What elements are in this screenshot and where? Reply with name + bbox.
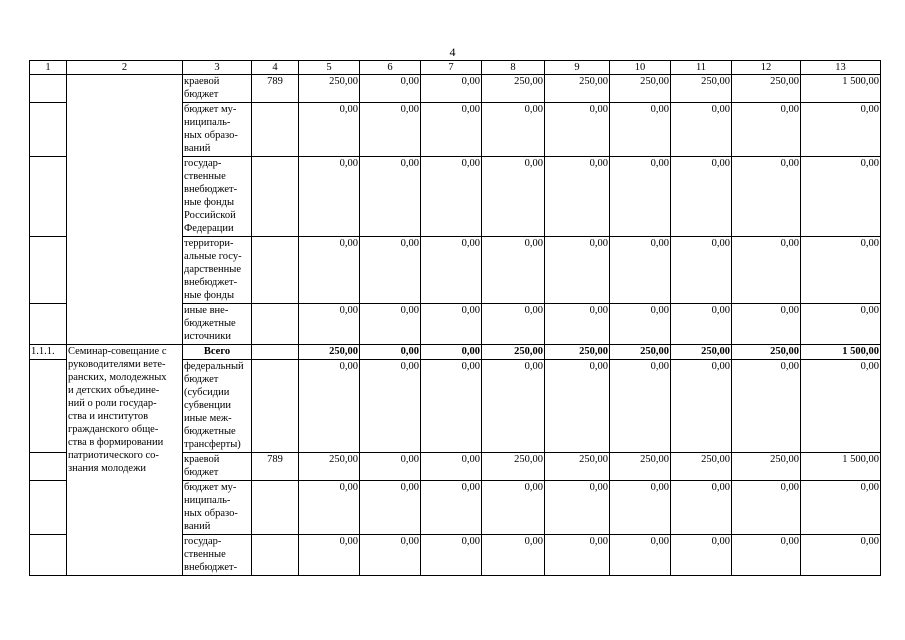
- amount-cell-col-12: 0,00: [732, 157, 801, 237]
- header-cell-7: 7: [421, 61, 482, 75]
- event-name-line: и детских объедине-: [68, 385, 160, 396]
- amount-cell-col-6: 0,00: [360, 535, 421, 576]
- amount-cell-col-9: 0,00: [545, 481, 610, 535]
- table-row: [30, 345, 881, 360]
- amount-cell-col-10: 250,00: [610, 345, 671, 360]
- item-code-cell: [30, 157, 67, 237]
- funding-source-line: ственные: [184, 549, 226, 560]
- funding-source-line: Федерации: [184, 223, 234, 234]
- amount-cell-col-11: 0,00: [671, 535, 732, 576]
- event-name-line: гражданского обще-: [68, 424, 159, 435]
- item-code-cell: [30, 304, 67, 345]
- amount-cell-col-5: 0,00: [299, 157, 360, 237]
- amount-cell-col-13: 0,00: [801, 157, 881, 237]
- header-cell-3: 3: [183, 61, 252, 75]
- grbs-code-cell: [252, 535, 299, 576]
- event-name-line: ства в формировании: [68, 437, 164, 448]
- item-code-cell: [30, 360, 67, 453]
- funding-source-line: субвенции: [184, 400, 232, 411]
- amount-cell-col-10: 0,00: [610, 481, 671, 535]
- amount-cell-col-13: 1 500,00: [801, 345, 881, 360]
- amount-cell-col-9: 0,00: [545, 535, 610, 576]
- amount-cell-col-6: 0,00: [360, 304, 421, 345]
- amount-cell-col-8: 250,00: [482, 75, 545, 103]
- amount-cell-col-12: 0,00: [732, 481, 801, 535]
- amount-cell-col-8: 0,00: [482, 237, 545, 304]
- header-cell-10: 10: [610, 61, 671, 75]
- header-cell-12: 12: [732, 61, 801, 75]
- amount-cell-col-11: 0,00: [671, 237, 732, 304]
- funding-source-line: государ-: [184, 158, 222, 169]
- funding-source-cell: [183, 345, 252, 360]
- item-code-cell: [30, 535, 67, 576]
- amount-cell-col-12: 250,00: [732, 75, 801, 103]
- grbs-code-cell: [252, 237, 299, 304]
- header-row: [30, 61, 881, 75]
- amount-cell-col-9: 0,00: [545, 237, 610, 304]
- amount-cell-col-8: 0,00: [482, 304, 545, 345]
- amount-cell-col-11: 0,00: [671, 481, 732, 535]
- amount-cell-col-8: 0,00: [482, 157, 545, 237]
- funding-source-line: иные вне-: [184, 305, 229, 316]
- amount-cell-col-11: 0,00: [671, 360, 732, 453]
- funding-source-cell: [183, 237, 252, 304]
- funding-source-cell: [183, 535, 252, 576]
- funding-source-cell: [183, 103, 252, 157]
- funding-source-line: территори-: [184, 238, 234, 249]
- amount-cell-col-12: 0,00: [732, 360, 801, 453]
- table-row: [30, 75, 881, 103]
- page-number: 4: [449, 45, 456, 59]
- header-cell-8: 8: [482, 61, 545, 75]
- amount-cell-col-9: 250,00: [545, 75, 610, 103]
- amount-cell-col-10: 0,00: [610, 304, 671, 345]
- funding-source-line: ваний: [184, 521, 211, 532]
- amount-cell-col-8: 0,00: [482, 481, 545, 535]
- amount-cell-col-13: 0,00: [801, 237, 881, 304]
- amount-cell-col-7: 0,00: [421, 535, 482, 576]
- funding-source-line: ные фонды: [184, 197, 235, 208]
- amount-cell-col-7: 0,00: [421, 481, 482, 535]
- grbs-code-cell: [252, 345, 299, 360]
- funding-source-line: краевой: [184, 454, 220, 465]
- funding-source-line: ниципаль-: [184, 117, 231, 128]
- funding-source-line: источники: [184, 331, 231, 342]
- amount-cell-col-12: 0,00: [732, 304, 801, 345]
- amount-cell-col-7: 0,00: [421, 304, 482, 345]
- funding-source-cell: [183, 453, 252, 481]
- grbs-code-cell: [252, 360, 299, 453]
- funding-source-line: ваний: [184, 143, 211, 154]
- amount-cell-col-10: 0,00: [610, 157, 671, 237]
- amount-cell-col-7: 0,00: [421, 453, 482, 481]
- funding-source-line: (субсидии: [184, 387, 230, 398]
- amount-cell-col-6: 0,00: [360, 75, 421, 103]
- funding-source-cell: [183, 304, 252, 345]
- amount-cell-col-5: 0,00: [299, 237, 360, 304]
- header-cell-11: 11: [671, 61, 732, 75]
- event-name-line: ний о роли государ-: [68, 398, 157, 409]
- amount-cell-col-6: 0,00: [360, 453, 421, 481]
- amount-cell-col-6: 0,00: [360, 237, 421, 304]
- funding-source-line: федеральный: [184, 361, 244, 372]
- amount-cell-col-5: 0,00: [299, 304, 360, 345]
- grbs-code-cell: [252, 103, 299, 157]
- amount-cell-col-11: 0,00: [671, 304, 732, 345]
- amount-cell-col-11: 250,00: [671, 453, 732, 481]
- amount-cell-col-12: 0,00: [732, 103, 801, 157]
- amount-cell-col-5: 0,00: [299, 481, 360, 535]
- amount-cell-col-7: 0,00: [421, 103, 482, 157]
- amount-cell-col-9: 0,00: [545, 360, 610, 453]
- header-cell-1: 1: [30, 61, 67, 75]
- item-code-cell: [30, 453, 67, 481]
- funding-source-line: внебюджет-: [184, 562, 238, 573]
- grbs-code-cell: [252, 481, 299, 535]
- amount-cell-col-5: 0,00: [299, 103, 360, 157]
- event-name-line: ранских, молодежных: [68, 372, 167, 383]
- event-name-line: патриотического со-: [68, 450, 159, 461]
- funding-source-line: бюджетные: [184, 426, 236, 437]
- funding-source-line: ные фонды: [184, 290, 235, 301]
- funding-source-cell: [183, 360, 252, 453]
- amount-cell-col-6: 0,00: [360, 360, 421, 453]
- funding-source-line: дарственные: [184, 264, 242, 275]
- header-cell-9: 9: [545, 61, 610, 75]
- amount-cell-col-6: 0,00: [360, 157, 421, 237]
- amount-cell-col-9: 0,00: [545, 157, 610, 237]
- amount-cell-col-10: 0,00: [610, 360, 671, 453]
- funding-source-line: ных образо-: [184, 508, 238, 519]
- amount-cell-col-13: 0,00: [801, 481, 881, 535]
- grbs-code-cell: [252, 304, 299, 345]
- funding-source-line: бюджет му-: [184, 482, 237, 493]
- funding-source-line: государ-: [184, 536, 222, 547]
- amount-cell-col-11: 0,00: [671, 157, 732, 237]
- funding-source-line: внебюджет-: [184, 277, 238, 288]
- funding-source-line: бюджет: [184, 467, 219, 478]
- funding-source-line: иные меж-: [184, 413, 232, 424]
- funding-source-cell: [183, 75, 252, 103]
- event-name-line: руководителями вете-: [68, 359, 166, 370]
- funding-source-line: альные госу-: [184, 251, 242, 262]
- amount-cell-col-8: 0,00: [482, 360, 545, 453]
- amount-cell-col-13: 0,00: [801, 304, 881, 345]
- header-cell-6: 6: [360, 61, 421, 75]
- funding-source-line: внебюджет-: [184, 184, 238, 195]
- amount-cell-col-13: 1 500,00: [801, 75, 881, 103]
- amount-cell-col-13: 0,00: [801, 535, 881, 576]
- amount-cell-col-10: 0,00: [610, 103, 671, 157]
- funding-source-line: ных образо-: [184, 130, 238, 141]
- event-name-line: ства и институтов: [68, 411, 149, 422]
- item-code-cell: [30, 237, 67, 304]
- amount-cell-col-5: 250,00: [299, 75, 360, 103]
- funding-source-line: бюджетные: [184, 318, 236, 329]
- amount-cell-col-13: 0,00: [801, 103, 881, 157]
- grbs-code-cell: 789: [252, 453, 299, 481]
- amount-cell-col-5: 0,00: [299, 360, 360, 453]
- amount-cell-col-8: 250,00: [482, 345, 545, 360]
- amount-cell-col-8: 0,00: [482, 103, 545, 157]
- amount-cell-col-11: 0,00: [671, 103, 732, 157]
- header-cell-4: 4: [252, 61, 299, 75]
- event-name-cell-previous: [67, 75, 183, 345]
- item-code-cell: [30, 103, 67, 157]
- amount-cell-col-10: 0,00: [610, 535, 671, 576]
- funding-source-cell: [183, 157, 252, 237]
- funding-source-line: бюджет му-: [184, 104, 237, 115]
- amount-cell-col-11: 250,00: [671, 345, 732, 360]
- amount-cell-col-9: 250,00: [545, 453, 610, 481]
- funding-source-line: краевой: [184, 76, 220, 87]
- header-cell-13: 13: [801, 61, 881, 75]
- amount-cell-col-5: 0,00: [299, 535, 360, 576]
- amount-cell-col-6: 0,00: [360, 481, 421, 535]
- grbs-code-cell: 789: [252, 75, 299, 103]
- amount-cell-col-11: 250,00: [671, 75, 732, 103]
- funding-source-line: бюджет: [184, 89, 219, 100]
- budget-table: [29, 60, 881, 576]
- amount-cell-col-13: 1 500,00: [801, 453, 881, 481]
- item-code-cell: 1.1.1.: [30, 345, 67, 360]
- amount-cell-col-9: 250,00: [545, 345, 610, 360]
- amount-cell-col-7: 0,00: [421, 75, 482, 103]
- header-cell-2: 2: [67, 61, 183, 75]
- amount-cell-col-12: 0,00: [732, 237, 801, 304]
- amount-cell-col-12: 250,00: [732, 345, 801, 360]
- amount-cell-col-7: 0,00: [421, 345, 482, 360]
- amount-cell-col-10: 250,00: [610, 453, 671, 481]
- item-code-cell: [30, 481, 67, 535]
- funding-source-line: Всего: [203, 346, 231, 357]
- amount-cell-col-7: 0,00: [421, 360, 482, 453]
- funding-source-line: бюджет: [184, 374, 219, 385]
- amount-cell-col-7: 0,00: [421, 157, 482, 237]
- funding-source-line: ниципаль-: [184, 495, 231, 506]
- funding-source-line: Российской: [184, 210, 236, 221]
- funding-source-line: трансферты): [184, 439, 241, 450]
- amount-cell-col-12: 0,00: [732, 535, 801, 576]
- amount-cell-col-8: 0,00: [482, 535, 545, 576]
- funding-source-line: ственные: [184, 171, 226, 182]
- amount-cell-col-9: 0,00: [545, 103, 610, 157]
- amount-cell-col-10: 0,00: [610, 237, 671, 304]
- amount-cell-col-12: 250,00: [732, 453, 801, 481]
- event-name-line: знания молодежи: [68, 463, 146, 474]
- header-cell-5: 5: [299, 61, 360, 75]
- item-code-cell: [30, 75, 67, 103]
- funding-source-cell: [183, 481, 252, 535]
- amount-cell-col-9: 0,00: [545, 304, 610, 345]
- amount-cell-col-5: 250,00: [299, 345, 360, 360]
- event-name-cell: [67, 345, 183, 576]
- event-name-line: Семинар-совещание с: [68, 346, 167, 357]
- amount-cell-col-6: 0,00: [360, 345, 421, 360]
- table-body: [30, 61, 881, 576]
- amount-cell-col-5: 250,00: [299, 453, 360, 481]
- amount-cell-col-13: 0,00: [801, 360, 881, 453]
- grbs-code-cell: [252, 157, 299, 237]
- amount-cell-col-6: 0,00: [360, 103, 421, 157]
- amount-cell-col-10: 250,00: [610, 75, 671, 103]
- amount-cell-col-8: 250,00: [482, 453, 545, 481]
- amount-cell-col-7: 0,00: [421, 237, 482, 304]
